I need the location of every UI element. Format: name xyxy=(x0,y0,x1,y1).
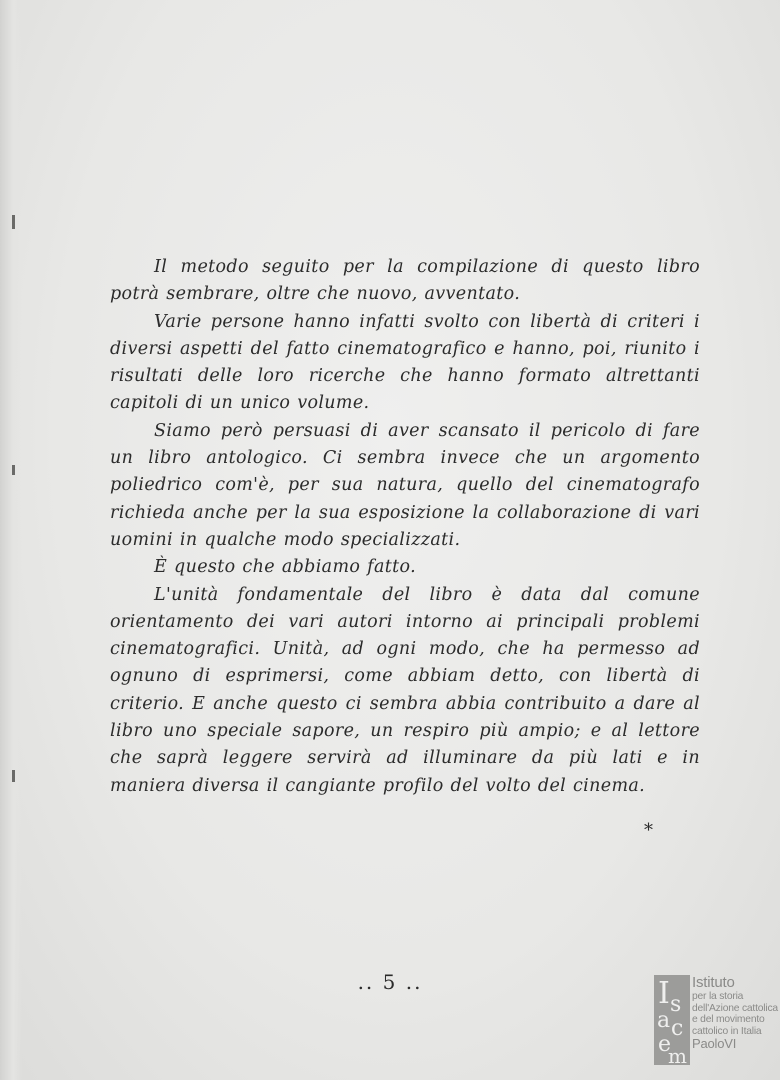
svg-text:a: a xyxy=(657,1008,671,1033)
paragraph-4: È questo che abbiamo fatto. xyxy=(154,557,417,578)
logo-line: per la storia xyxy=(692,991,744,1002)
logo-line: cattolico in Italia xyxy=(692,1025,762,1037)
svg-text:s: s xyxy=(670,992,682,1017)
logo-letters xyxy=(654,975,690,1065)
paragraph-2: Varie persone hanno infatti svolto con libertà di criteri i diversi aspetti del fatto cinematografico e hanno, poi, riunito i risultati delle loro ricerche che hanno formato altrettanti capitoli di un unico volume. xyxy=(110,311,700,414)
logo-line: e del movimento xyxy=(692,1014,765,1025)
paragraph-1: Il metodo seguito per la compilazione di questo libro potrà sembrare, oltre che nuovo, avventato. xyxy=(110,257,700,305)
paragraph-3: Siamo però persuasi di aver scansato il pericolo di fare un libro antologico. Ci sembra invece che un argomento poliedrico com'è, per sua natura, quello del cinematografo richieda anche per la sua esposizione la collaborazione di vari uomini in qualche modo specializzati. xyxy=(110,420,700,550)
logo-caption xyxy=(692,975,776,1051)
svg-text:e: e xyxy=(658,1032,672,1057)
book-spine-edge xyxy=(0,0,22,1080)
paragraph-5: L'unità fondamentale del libro è data dal comune orientamento dei vari autori intorno ai principali problemi cinematografici. Unità, ad ogni modo, che ha permesso ad ognuno di esprimersi, come abbiam detto, con libertà di criterio. E anche questo ci sembra abbia contribuito a dare al libro uno speciale sapore, un respiro più ampio; e al lettore che saprà leggere servirà ad illuminare da più lati e in maniera diversa il cangiante profilo del volto del cinema. xyxy=(110,584,700,796)
spine-mark xyxy=(12,770,15,782)
svg-text:c: c xyxy=(671,1016,684,1041)
isacem-letters-icon xyxy=(654,975,690,1065)
logo-line-paolovi: PaoloVI xyxy=(692,1036,737,1051)
spine-mark xyxy=(12,215,15,229)
spine-mark xyxy=(12,465,15,475)
logo-line-istituto: Istituto xyxy=(692,974,735,991)
page-number: .. 5 .. xyxy=(357,970,423,994)
asterisk-ornament: * xyxy=(644,820,653,841)
preface-text xyxy=(110,254,700,800)
svg-text:I: I xyxy=(658,976,670,1011)
logo-line: dell'Azione cattolica xyxy=(692,1002,778,1014)
isacem-logo xyxy=(654,974,778,1065)
svg-text:m: m xyxy=(668,1044,687,1065)
